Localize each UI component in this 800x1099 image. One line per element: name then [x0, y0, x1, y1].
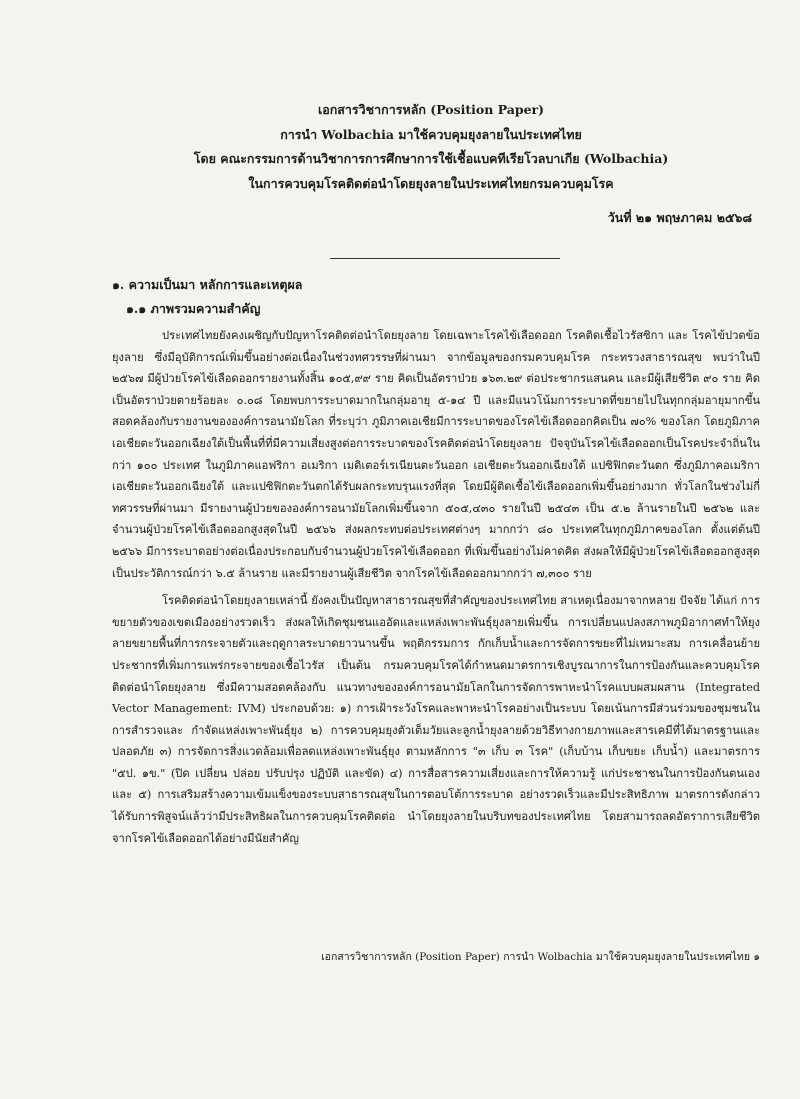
header-line-1: เอกสารวิชาการหลัก (Position Paper)	[317, 102, 545, 117]
paragraph-2: โรคติดต่อนำโดยยุงลายเหล่านี้ ยังคงเป็นปัญหาสาธารณสุขที่สำคัญของประเทศไทย สาเหตุเนื่องมาจากหลาย ปัจจัย ได้แก่ การขยายตัวของเขตเมืองอย่างรวดเร็ว ส่งผลให้เกิดชุมชนแออัดและแหล่งเพาะพันธุ์ยุงลายเพิ่มขึ้น การเปลี่ยนแปลงสภาพภูมิอากาศทำให้ยุงลายขยายพื้นที่การกระจายตัวและฤดูกาลระบาดยาวนานขึ้น พฤติกรรมการ กักเก็บน้ำและการจัดการขยะที่ไม่เหมาะสม การเคลื่อนย้ายประชากรที่เพิ่มการแพร่กระจายของเชื้อไวรัส เป็นต้น กรมควบคุมโรคได้กำหนดมาตรการเชิงบูรณาการในการป้องกันและควบคุมโรคติดต่อนำโดยยุงลาย ซึ่งมีความสอดคล้องกับ แนวทางขององค์การอนามัยโลกในการจัดการพาหะนำโรคแบบผสมผสาน (Integrated Vector Management: IVM) ประกอบด้วย: ๑) การเฝ้าระวังโรคและพาหะนำโรคอย่างเป็นระบบ โดยเน้นการมีส่วนร่วมของชุมชนในการสำรวจและ กำจัดแหล่งเพาะพันธุ์ยุง ๒) การควบคุมยุงตัวเต็มวัยและลูกน้ำยุงลายด้วยวิธีทางกายภาพและสารเคมีที่ได้มาตรฐานและ ปลอดภัย ๓) การจัดการสิ่งแวดล้อมเพื่อลดแหล่งเพาะพันธุ์ยุง ตามหลักการ "๓ เก็บ ๓ โรค" (เก็บบ้าน เก็บขยะ เก็บน้ำ) และมาตรการ "๕ป. ๑ข." (ปิด เปลี่ยน ปล่อย ปรับปรุง ปฏิบัติ และขัด) ๔) การสื่อสารความเสี่ยงและการให้ความรู้ แก่ประชาชนในการป้องกันตนเอง และ ๕) การเสริมสร้างความเข้มแข็งของระบบสาธารณสุขในการตอบโต้การระบาด อย่างรวดเร็วและมีประสิทธิภาพ มาตรการดังกล่าวได้รับการพิสูจน์แล้วว่ามีประสิทธิผลในการควบคุมโรคติดต่อ นำโดยยุงลายในบริบทของประเทศไทย โดยสามารถลดอัตราการเสียชีวิตจากโรคไข้เลือดออกได้อย่างมีนัยสำคัญ	[112, 594, 760, 845]
header-line-2: การนำ Wolbachia มาใช้ควบคุมยุงลายในประเทศไทย	[280, 126, 582, 142]
document-header	[112, 98, 750, 196]
paragraph-1: ประเทศไทยยังคงเผชิญกับปัญหาโรคติดต่อนำโดยยุงลาย โดยเฉพาะโรคไข้เลือดออก โรคติดเชื้อไวรัสซิกา และ โรคไข้ปวดข้อยุงลาย ซึ่งมีอุบัติการณ์เพิ่มขึ้นอย่างต่อเนื่องในช่วงทศวรรษที่ผ่านมา จากข้อมูลของกรมควบคุมโรค กระทรวงสาธารณสุข พบว่าในปี ๒๕๖๗ มีผู้ป่วยโรคไข้เลือดออกรายงานทั้งสิ้น ๑๐๕,๙๙ ราย คิดเป็นอัตราป่วย ๑๖๓.๒๙ ต่อประชากรแสนคน และมีผู้เสียชีวิต ๙๐ ราย คิดเป็นอัตราป่วยตายร้อยละ ๐.๐๘ โดยพบการระบาดมากในกลุ่มอายุ ๕-๑๔ ปี และมีแนวโน้มการระบาดที่ขยายไปในทุกกลุ่มอายุมากขึ้น สอดคล้องกับรายงานขององค์การอนามัยโลก ที่ระบุว่า ภูมิภาคเอเชียมีการระบาดของโรคไข้เลือดออกคิดเป็น ๗๐% ของโลก โดยภูมิภาคเอเชียตะวันออกเฉียงใต้เป็นพื้นที่ที่มีความเสี่ยงสูงต่อการระบาดของโรคติดต่อนำโดยยุงลาย ปัจจุบันโรคไข้เลือดออกเป็นโรคประจำถิ่นในกว่า ๑๐๐ ประเทศ ในภูมิภาคแอฟริกา อเมริกา เมดิเตอร์เรเนียนตะวันออก เอเชียตะวันออกเฉียงใต้ แปซิฟิกตะวันตก ซึ่งภูมิภาคอเมริกา เอเชียตะวันออกเฉียงใต้ และแปซิฟิกตะวันตกได้รับผลกระทบรุนแรงที่สุด โดยมีผู้ติดเชื้อไข้เลือดออกเพิ่มขึ้นอย่างมาก ทั่วโลกในช่วงไม่กี่ทศวรรษที่ผ่านมา มีรายงานผู้ป่วยขององค์การอนามัยโลกเพิ่มขึ้นจาก ๕๐๕,๔๓๐ รายในปี ๒๕๔๓ เป็น ๕.๒ ล้านรายในปี ๒๕๖๒ และจำนวนผู้ป่วยโรคไข้เลือดออกสูงสุดในปี ๒๕๖๖ ส่งผลกระทบต่อประเทศต่างๆ มากกว่า ๘๐ ประเทศในทุกภูมิภาคของโลก ตั้งแต่ต้นปี ๒๕๖๖ มีการระบาดอย่างต่อเนื่องประกอบกับจำนวนผู้ป่วยโรคไข้เลือดออก ที่เพิ่มขึ้นอย่างไม่คาดคิด ส่งผลให้มีผู้ป่วยโรคไข้เลือดออกสูงสุดเป็นประวัติการณ์กว่า ๖.๕ ล้านราย และมีรายงานผู้เสียชีวิต จากโรคไข้เลือดออกมากกว่า ๗,๓๐๐ ราย	[112, 329, 760, 580]
document-date: วันที่ ๒๑ พฤษภาคม ๒๕๖๘	[607, 210, 752, 225]
subsection-title: ๑.๑ ภาพรวมความสำคัญ	[126, 301, 261, 316]
header-line-3: โดย คณะกรรมการด้านวิชาการการศึกษาการใช้เชื้อแบคทีเรียโวลบาเกีย (Wolbachia)	[193, 151, 669, 166]
header-line-4: ในการควบคุมโรคติดต่อนำโดยยุงลายในประเทศไทยกรมควบคุมโรค	[248, 175, 614, 191]
divider-rule	[330, 258, 560, 259]
page-footer: เอกสารวิชาการหลัก (Position Paper) การนำ Wolbachia มาใช้ควบคุมยุงลายในประเทศไทย ๑	[321, 951, 760, 963]
section-title: ๑. ความเป็นมา หลักการและเหตุผล	[112, 277, 303, 292]
